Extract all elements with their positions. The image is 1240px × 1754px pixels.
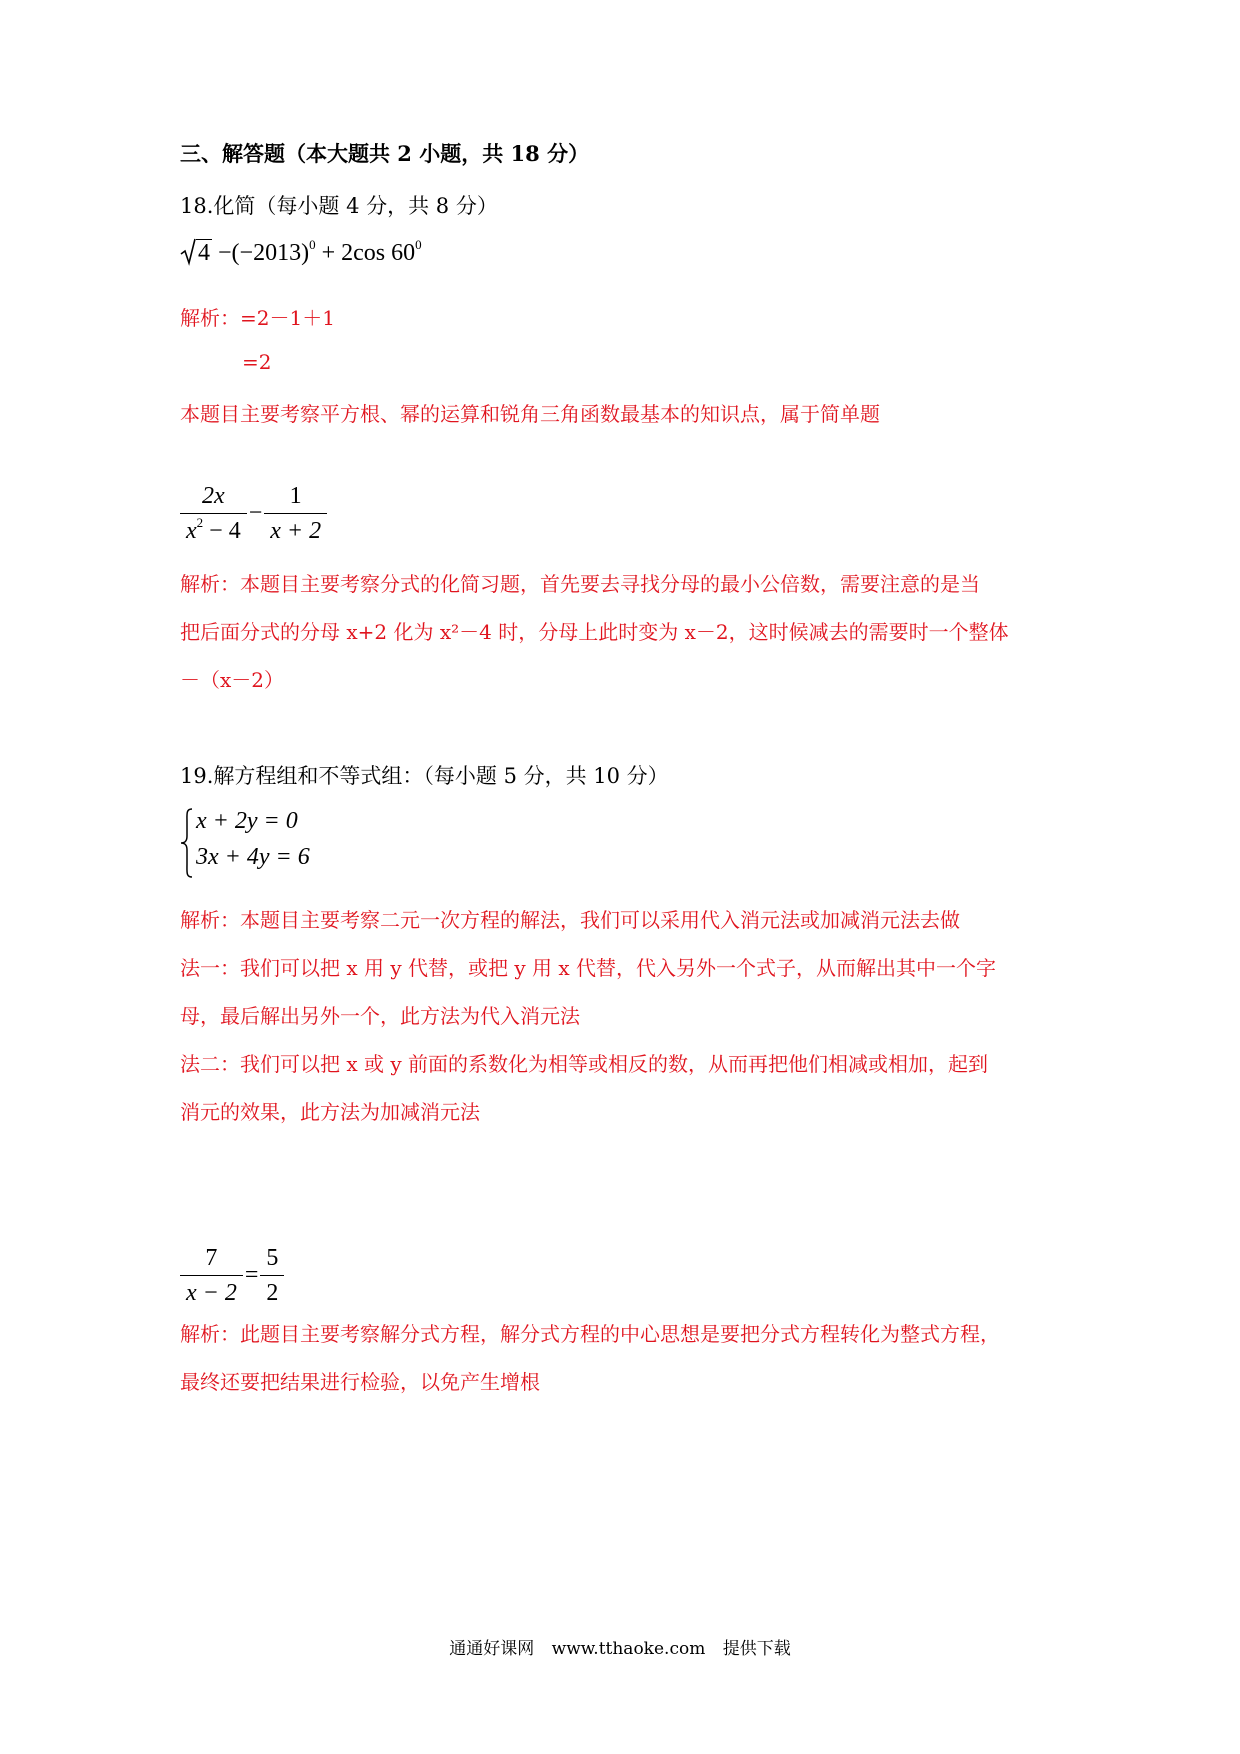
- brace-icon: [180, 808, 194, 878]
- q18-solution-1-line-2: =2: [242, 350, 272, 374]
- q19-solution-1-line-5: 消元的效果，此方法为加减消元法: [180, 1100, 480, 1124]
- q19-equation-system: [180, 808, 480, 880]
- system-equation-2: 3x + 4y = 6: [196, 844, 310, 870]
- fraction-1: [180, 482, 247, 545]
- fraction-4-denominator: 2: [266, 1280, 279, 1306]
- q18-expression-2: [180, 482, 327, 545]
- equals-sign: =: [244, 1262, 259, 1288]
- q19-solution-2-line-1: 解析：此题目主要考察解分式方程，解分式方程的中心思想是要把分式方程转化为整式方程，: [180, 1322, 1000, 1346]
- fraction-2-numerator: 1: [264, 482, 327, 514]
- footer-site-name: 通通好课网: [449, 1639, 535, 1659]
- q19-solution-1-line-4: 法二：我们可以把 x 或 y 前面的系数化为相等或相反的数，从而再把他们相减或相加，起到: [180, 1052, 989, 1076]
- q19-solution-1-line-3: 母，最后解出另外一个，此方法为代入消元法: [180, 1004, 580, 1028]
- radicand: 4: [198, 240, 210, 266]
- section-title: 三、解答题（本大题共 2 小题，共 18 分）: [180, 141, 590, 166]
- fraction-1-numerator: 2x: [180, 482, 247, 514]
- expr1-exp2: 0: [415, 237, 422, 252]
- system-equation-1: x + 2y = 0: [196, 808, 298, 834]
- q19-solution-1-line-1: 解析：本题目主要考察二元一次方程的解法，我们可以采用代入消元法或加减消元法去做: [180, 908, 960, 932]
- fraction-1-denominator: $x^2 - 4$: [186, 515, 241, 544]
- expr1-tail: + 2cos 60: [321, 240, 416, 266]
- footer-url[interactable]: www.tthaoke.com: [551, 1639, 706, 1659]
- q18-solution-2-line-3: －（x－2）: [180, 668, 285, 692]
- fraction-3: [180, 1244, 243, 1307]
- q18-solution-1-note: 本题目主要考察平方根、幂的运算和锐角三角函数最基本的知识点，属于简单题: [180, 402, 880, 426]
- q19-title: 19.解方程组和不等式组：（每小题 5 分，共 10 分）: [180, 764, 669, 788]
- expr1-middle: −(−2013): [218, 240, 310, 266]
- fraction-2-denominator: x + 2: [270, 518, 322, 544]
- fraction-3-denominator: x − 2: [186, 1280, 237, 1306]
- fraction-operator: −: [248, 500, 263, 526]
- page-footer: [0, 1634, 1240, 1659]
- radical-icon: [180, 238, 196, 266]
- q18-solution-2-line-1: 解析：本题目主要考察分式的化简习题，首先要去寻找分母的最小公倍数，需要注意的是当: [180, 572, 980, 596]
- sqrt-sign: [180, 240, 212, 267]
- q18-expression-1: [180, 237, 422, 267]
- q18-solution-1-line-1: 解析：=2－1＋1: [180, 306, 335, 330]
- q19-solution-2-line-2: 最终还要把结果进行检验，以免产生增根: [180, 1370, 540, 1394]
- fraction-3-numerator: 7: [180, 1244, 243, 1276]
- q18-title: 18.化简（每小题 4 分，共 8 分）: [180, 194, 498, 218]
- fraction-2: [264, 482, 327, 545]
- q19-expression-2: [180, 1244, 284, 1307]
- fraction-4-numerator: 5: [260, 1244, 284, 1276]
- q18-solution-2-line-2: 把后面分式的分母 x+2 化为 x²－4 时，分母上此时变为 x－2，这时候减去的需要时一个整体: [180, 620, 1009, 644]
- q19-solution-1-line-2: 法一：我们可以把 x 用 y 代替，或把 y 用 x 代替，代入另外一个式子，从而解出其中一个字: [180, 956, 997, 980]
- footer-suffix: 提供下载: [722, 1639, 791, 1659]
- expr1-exp1: 0: [309, 237, 316, 252]
- fraction-4: [260, 1244, 284, 1307]
